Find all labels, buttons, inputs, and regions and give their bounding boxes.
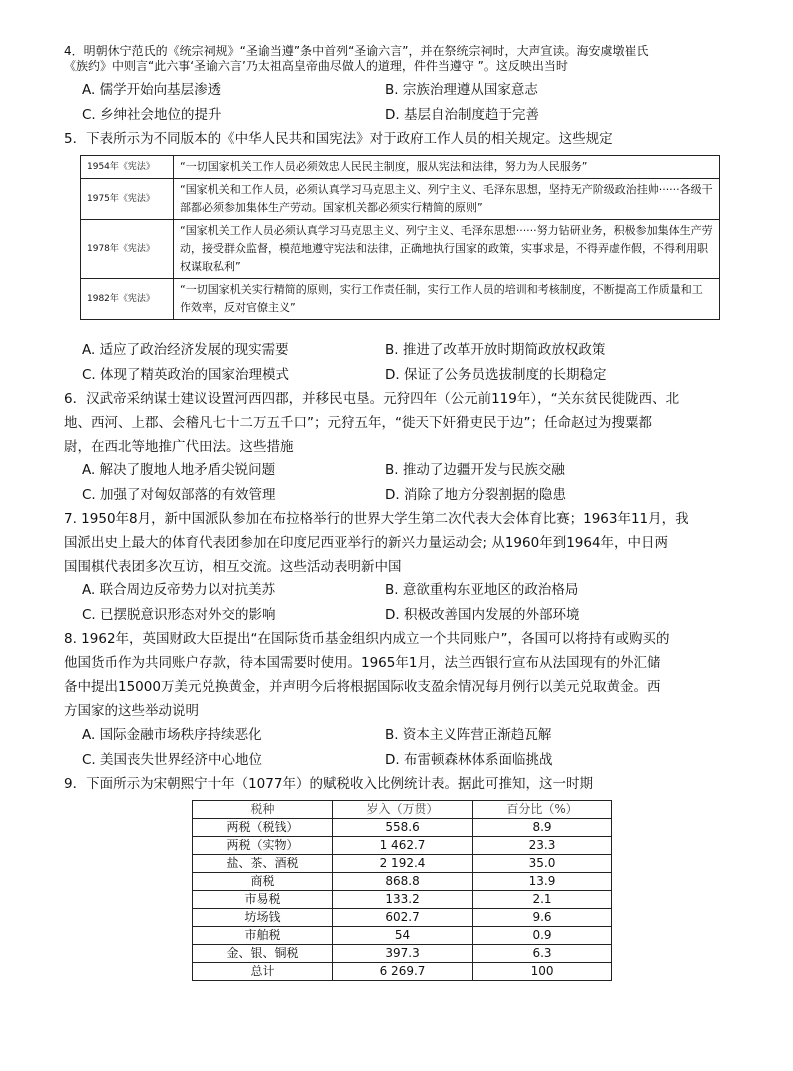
tax-type-cell: 盐、茶、酒税 — [193, 855, 333, 873]
question-8-line: 备中提出15000万美元兑换黄金，并声明今后将根据国际收支盈余情况每月例行以美元兑取黄金。西 — [64, 679, 661, 695]
table-text-cell: “一切国家机关工作人员必须效忠人民民主制度，服从宪法和法律，努力为人民服务” — [174, 156, 720, 179]
revenue-cell: 6 269.7 — [333, 963, 473, 981]
revenue-cell: 868.8 — [333, 873, 473, 891]
table-header: 百分比（%） — [473, 801, 612, 819]
q8-option-d[interactable]: D. 布雷顿森林体系面临挑战 — [385, 751, 553, 768]
revenue-cell: 54 — [333, 927, 473, 945]
tax-type-cell: 金、银、铜税 — [193, 945, 333, 963]
revenue-cell: 602.7 — [333, 909, 473, 927]
question-5-options — [82, 338, 722, 387]
table-year-cell: 1978年《宪法》 — [81, 220, 174, 279]
question-7-stem — [64, 507, 729, 579]
percent-cell: 23.3 — [473, 837, 612, 855]
percent-cell: 100 — [473, 963, 612, 981]
question-6-line: 6．汉武帝采纳谋士建议设置河西四郡，并移民屯垦。元狩四年（公元前119年），“关东贫民徙陇西、北 — [64, 391, 680, 407]
q8-option-c[interactable]: C. 美国丧失世界经济中心地位 — [82, 751, 263, 768]
question-6-stem — [64, 387, 729, 459]
percent-cell: 0.9 — [473, 927, 612, 945]
question-9-stem: 9．下面所示为宋朝熙宁十年（1077年）的赋税收入比例统计表。据此可推知，这一时期 — [64, 776, 593, 792]
percent-cell: 8.9 — [473, 819, 612, 837]
q6-option-b[interactable]: B. 推动了边疆开发与民族交融 — [385, 462, 565, 478]
q7-option-b[interactable]: B. 意欲重构东亚地区的政治格局 — [385, 582, 579, 598]
question-4-stem — [64, 44, 734, 74]
table-header-row — [193, 801, 612, 819]
revenue-cell: 2 192.4 — [333, 855, 473, 873]
question-8-line: 方国家的这些举动说明 — [64, 703, 199, 719]
question-4-options — [82, 78, 722, 127]
table-row — [81, 220, 720, 279]
table-row — [193, 873, 612, 891]
table-year-cell: 1982年《宪法》 — [81, 279, 174, 320]
question-8-line: 8. 1962年，英国财政大臣提出“在国际货币基金组织内成立一个共同账户”，各国可以将持有或购买的 — [64, 631, 670, 647]
tax-type-cell: 两税（实物） — [193, 837, 333, 855]
table-row — [81, 156, 720, 179]
q4-option-d[interactable]: D. 基层自治制度趋于完善 — [385, 106, 539, 123]
q4-option-c[interactable]: C. 乡绅社会地位的提升 — [82, 106, 222, 123]
question-4-line-1: 4．明朝休宁范氏的《统宗祠规》“圣谕当遵”条中首列“圣谕六言”，并在祭统宗祠时，大声宣读。海安虞墩崔氏 — [64, 44, 649, 58]
question-6-options — [82, 458, 722, 507]
q5-option-d[interactable]: D. 保证了公务员选拔制度的长期稳定 — [385, 366, 607, 383]
question-8-stem — [64, 627, 729, 723]
table-header: 税种 — [193, 801, 333, 819]
revenue-cell: 1 462.7 — [333, 837, 473, 855]
revenue-cell: 133.2 — [333, 891, 473, 909]
table-text-cell: “一切国家机关实行精简的原则，实行工作责任制，实行工作人员的培训和考核制度，不断提高工作质量和工作效率，反对官僚主义” — [174, 279, 720, 320]
percent-cell: 2.1 — [473, 891, 612, 909]
table-row — [193, 927, 612, 945]
table-row — [193, 909, 612, 927]
question-4-line-2: 《族约》中则言“此六事‘圣谕六言’乃太祖高皇帝曲尽做人的道理，件件当遵守 ”。这反映出当时 — [64, 59, 568, 73]
table-row — [81, 279, 720, 320]
question-7-line: 国派出史上最大的体育代表团参加在印度尼西亚举行的新兴力量运动会; 从1960年到1964年，中日两 — [64, 535, 669, 551]
question-6-line: 尉，在西北等地推广代田法。这些措施 — [64, 439, 294, 455]
q7-option-d[interactable]: D. 积极改善国内发展的外部环境 — [385, 606, 580, 623]
table-row — [193, 819, 612, 837]
table-text-cell: “国家机关工作人员必须认真学习马克思主义、列宁主义、毛泽东思想······努力钻研业务，积极参加集体生产劳动，接受群众监督，模范地遵守宪法和法律，正确地执行国家的政策，实事求是，不得弄虚作假，不得利用职权谋取私利” — [174, 220, 720, 279]
table-row — [193, 855, 612, 873]
tax-type-cell: 两税（税钱） — [193, 819, 333, 837]
q6-option-a[interactable]: A. 解决了腹地人地矛盾尖锐问题 — [82, 462, 276, 478]
table-row — [193, 945, 612, 963]
q5-option-c[interactable]: C. 体现了精英政治的国家治理模式 — [82, 366, 290, 383]
q6-option-c[interactable]: C. 加强了对匈奴部落的有效管理 — [82, 486, 276, 503]
tax-type-cell: 商税 — [193, 873, 333, 891]
table-total-row — [193, 963, 612, 981]
constitution-table — [80, 155, 720, 320]
question-5-stem: 5．下表所示为不同版本的《中华人民共和国宪法》对于政府工作人员的相关规定。这些规定 — [64, 131, 613, 147]
q4-option-b[interactable]: B. 宗族治理遵从国家意志 — [385, 82, 538, 98]
q5-option-a[interactable]: A. 适应了政治经济发展的现实需要 — [82, 342, 289, 358]
table-year-cell: 1954年《宪法》 — [81, 156, 174, 179]
table-row — [193, 891, 612, 909]
q7-option-c[interactable]: C. 已摆脱意识形态对外交的影响 — [82, 606, 276, 623]
tax-type-cell: 坊场钱 — [193, 909, 333, 927]
table-text-cell: “国家机关和工作人员，必须认真学习马克思主义、列宁主义、毛泽东思想，坚持无产阶级政治挂帅······各级干部都必须参加集体生产劳动。国家机关都必须实行精简的原则” — [174, 179, 720, 220]
tax-type-cell: 总计 — [193, 963, 333, 981]
tax-type-cell: 市舶税 — [193, 927, 333, 945]
question-8-line: 他国货币作为共同账户存款，待本国需要时使用。1965年1月，法兰西银行宣布从法国现有的外汇储 — [64, 655, 661, 671]
percent-cell: 9.6 — [473, 909, 612, 927]
q8-option-a[interactable]: A. 国际金融市场秩序持续恶化 — [82, 727, 262, 743]
percent-cell: 35.0 — [473, 855, 612, 873]
table-row — [81, 179, 720, 220]
table-header: 岁入（万贯） — [333, 801, 473, 819]
tax-revenue-table — [192, 800, 612, 981]
percent-cell: 13.9 — [473, 873, 612, 891]
tax-type-cell: 市易税 — [193, 891, 333, 909]
question-8-options — [82, 723, 722, 772]
question-7-line: 国围棋代表团多次互访，相互交流。这些活动表明新中国 — [64, 559, 402, 575]
revenue-cell: 397.3 — [333, 945, 473, 963]
question-7-options — [82, 578, 722, 627]
question-6-line: 地、西河、上郡、会稽凡七十二万五千口”；元狩五年，“徙天下奸猾吏民于边”；任命赵过为搜粟都 — [64, 415, 652, 431]
question-7-line: 7. 1950年8月，新中国派队参加在布拉格举行的世界大学生第二次代表大会体育比赛；1963年11月，我 — [64, 511, 689, 527]
percent-cell: 6.3 — [473, 945, 612, 963]
table-row — [193, 837, 612, 855]
q6-option-d[interactable]: D. 消除了地方分裂割据的隐患 — [385, 486, 566, 503]
q5-option-b[interactable]: B. 推进了改革开放时期简政放权政策 — [385, 342, 606, 358]
q7-option-a[interactable]: A. 联合周边反帝势力以对抗美苏 — [82, 582, 276, 598]
q4-option-a[interactable]: A. 儒学开始向基层渗透 — [82, 82, 222, 98]
table-year-cell: 1975年《宪法》 — [81, 179, 174, 220]
revenue-cell: 558.6 — [333, 819, 473, 837]
q8-option-b[interactable]: B. 资本主义阵营正渐趋瓦解 — [385, 727, 552, 743]
